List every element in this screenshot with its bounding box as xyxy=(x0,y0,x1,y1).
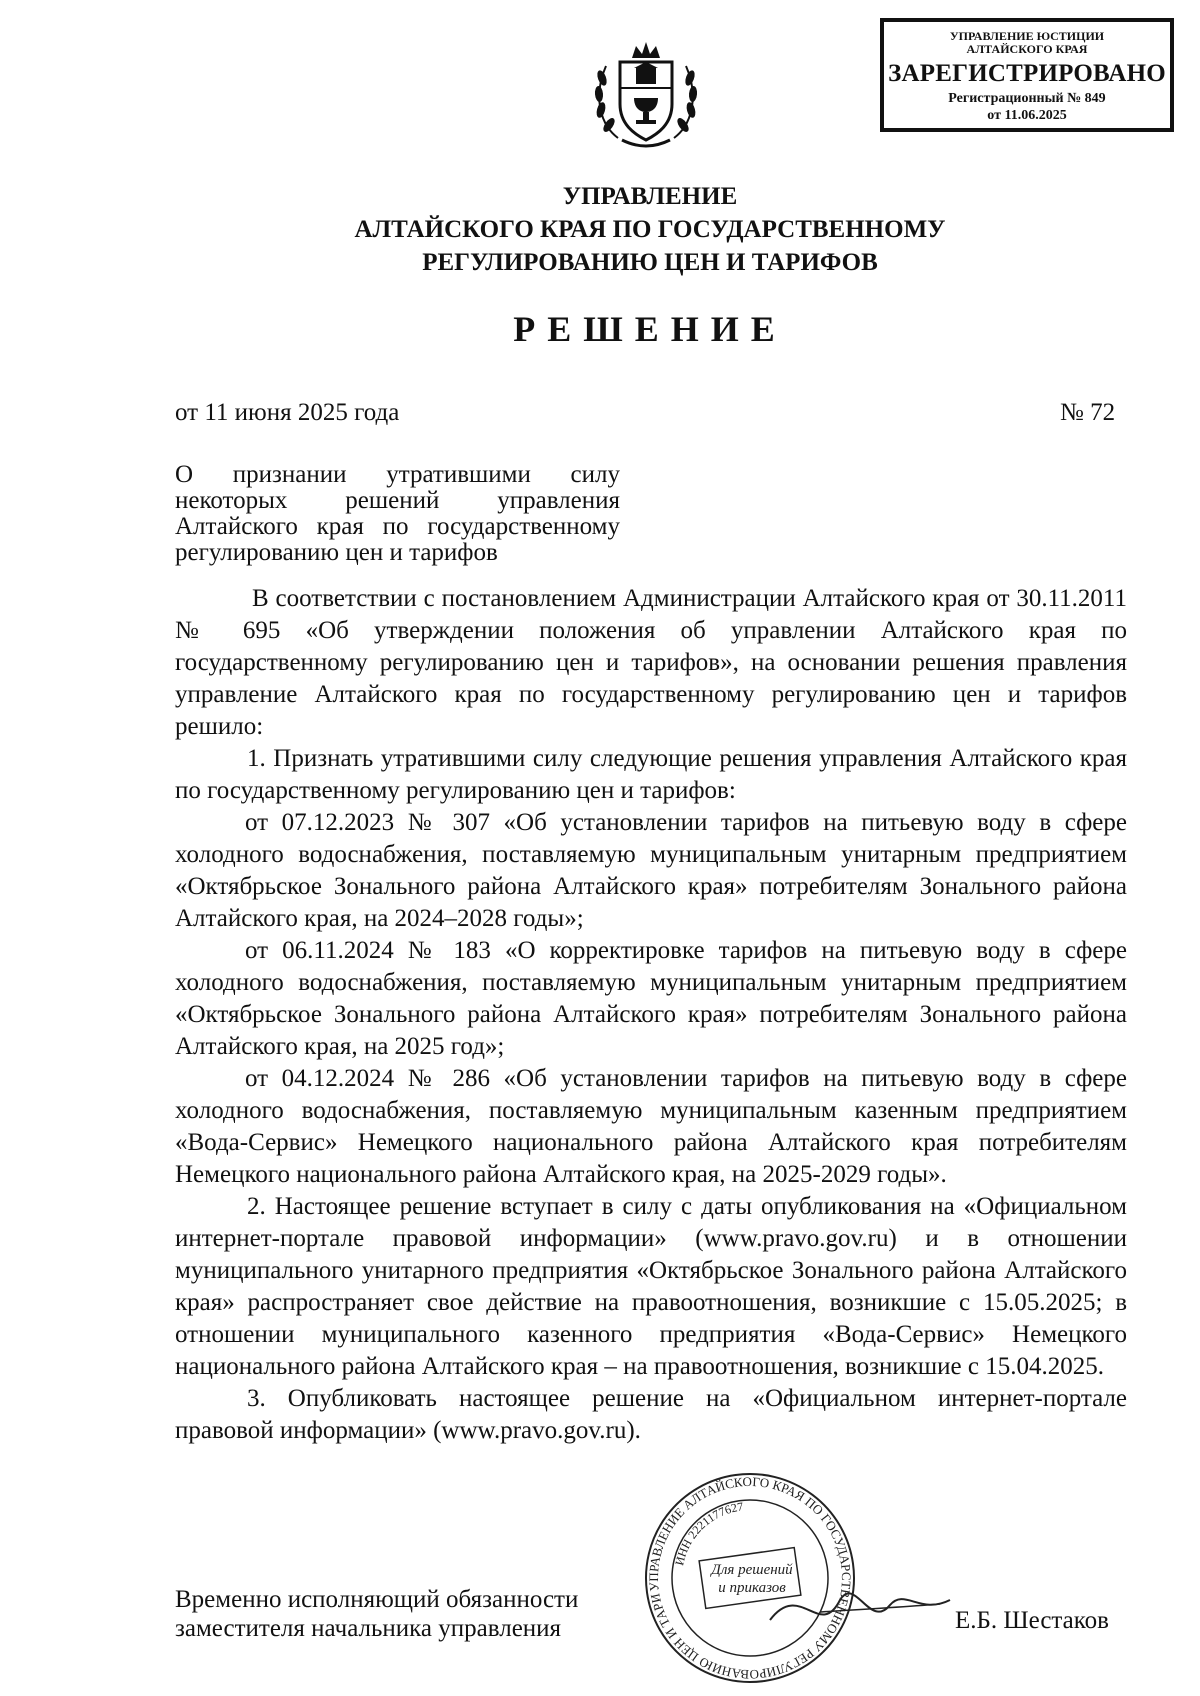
document-body xyxy=(175,583,1127,1447)
item-1-sub-1: от 07.12.2023 № 307 «Об установлении тарифов на питьевую воду в сфере холодного водоснабжения, поставляемую муниципальным унитарным предприятием «Октябрьское Зонального района Алтайского края» потребителям Зонального района Алтайского края, на 2024–2028 годы»; xyxy=(175,809,1127,932)
document-type: РЕШЕНИЕ xyxy=(513,309,787,349)
document-date: от 11 июня 2025 года xyxy=(175,399,400,426)
subject-line4: регулированию цен и тарифов xyxy=(175,539,498,566)
document-subject xyxy=(175,462,620,566)
item-1-paragraph: 1. Признать утратившими силу следующие решения управления Алтайского края по государственному регулированию цен и тарифов: xyxy=(175,745,1127,804)
signatory-title xyxy=(175,1585,615,1643)
registration-stamp xyxy=(880,18,1174,132)
org-line2: АЛТАЙСКОГО КРАЯ ПО ГОСУДАРСТВЕННОМУ xyxy=(354,216,946,243)
signatory-title-line2: заместителя начальника управления xyxy=(175,1615,562,1642)
stamp-reg-number: Регистрационный № 849 xyxy=(948,91,1106,106)
stamp-authority-line2: АЛТАЙСКОГО КРАЯ xyxy=(966,42,1088,56)
seal-outer-text: УПРАВЛЕНИЕ АЛТАЙСКОГО КРАЯ ПО ГОСУДАРСТВЕННОМУ РЕГУЛИРОВАНИЮ ЦЕН И ТАРИФОВ xyxy=(645,1473,855,1683)
preamble-paragraph: В соответствии с постановлением Администрации Алтайского края от 30.11.2011 № 695 «Об утверждении положения об управлении Алтайского края по государственному регулированию цен и тарифов», на основании решения правления управление Алтайского края по государственному регулированию цен и тарифов решило: xyxy=(175,585,1127,740)
item-1-sub-3: от 04.12.2024 № 286 «Об установлении тарифов на питьевую воду в сфере холодного водоснабжения, поставляемую муниципальным казенным предприятием «Вода-Сервис» Немецкого национального района Алтайского края потребителям Немецкого национального района Алтайского края, на 2025-2029 годы». xyxy=(175,1065,1127,1188)
signatory-title-line1: Временно исполняющий обязанности xyxy=(175,1586,579,1613)
item-2-paragraph: 2. Настоящее решение вступает в силу с даты опубликования на «Официальном интернет-портале правовой информации» (www.pravo.gov.ru) и в отношении муниципального унитарного предприятия «Октябрьское Зонального района Алтайского края» распространяет свое действие на правоотношения, возникшие с 15.05.2025; в отношении муниципального казенного предприятия «Вода-Сервис» Немецкого национального района Алтайского края – на правоотношения, возникшие с 15.04.2025. xyxy=(175,1193,1127,1380)
stamp-authority-line1: УПРАВЛЕНИЕ ЮСТИЦИИ xyxy=(949,29,1105,43)
subject-line1: О признании утратившими силу xyxy=(175,461,620,488)
stamp-status: ЗАРЕГИСТРИРОВАНО xyxy=(888,60,1166,87)
subject-line3: Алтайского края по государственному xyxy=(175,513,620,540)
seal-center-line1: Для решений xyxy=(711,1562,793,1578)
document-number: № 72 xyxy=(1060,399,1116,426)
item-3-paragraph: 3. Опубликовать настоящее решение на «Официальном интернет-портале правовой информации» (www.pravo.gov.ru). xyxy=(175,1385,1127,1444)
seal-inn-text: ИНН 2221177627 xyxy=(672,1499,745,1567)
stamp-reg-date: от 11.06.2025 xyxy=(987,108,1067,123)
organization-header xyxy=(0,180,1200,279)
coat-of-arms-icon xyxy=(588,38,704,150)
signatory-name: Е.Б. Шестаков xyxy=(955,1607,1109,1634)
handwritten-signature-icon xyxy=(760,1560,960,1650)
org-line1: УПРАВЛЕНИЕ xyxy=(562,183,738,210)
subject-line2: некоторых решений управления xyxy=(175,487,620,514)
seal-center-line2: и приказов xyxy=(718,1580,786,1596)
item-1-sub-2: от 06.11.2024 № 183 «О корректировке тарифов на питьевую воду в сфере холодного водоснабжения, поставляемую муниципальным унитарным предприятием «Октябрьское Зонального района Алтайского края» потребителям Зонального района Алтайского края, на 2025 год»; xyxy=(175,937,1127,1060)
org-line3: РЕГУЛИРОВАНИЮ ЦЕН И ТАРИФОВ xyxy=(422,249,878,276)
